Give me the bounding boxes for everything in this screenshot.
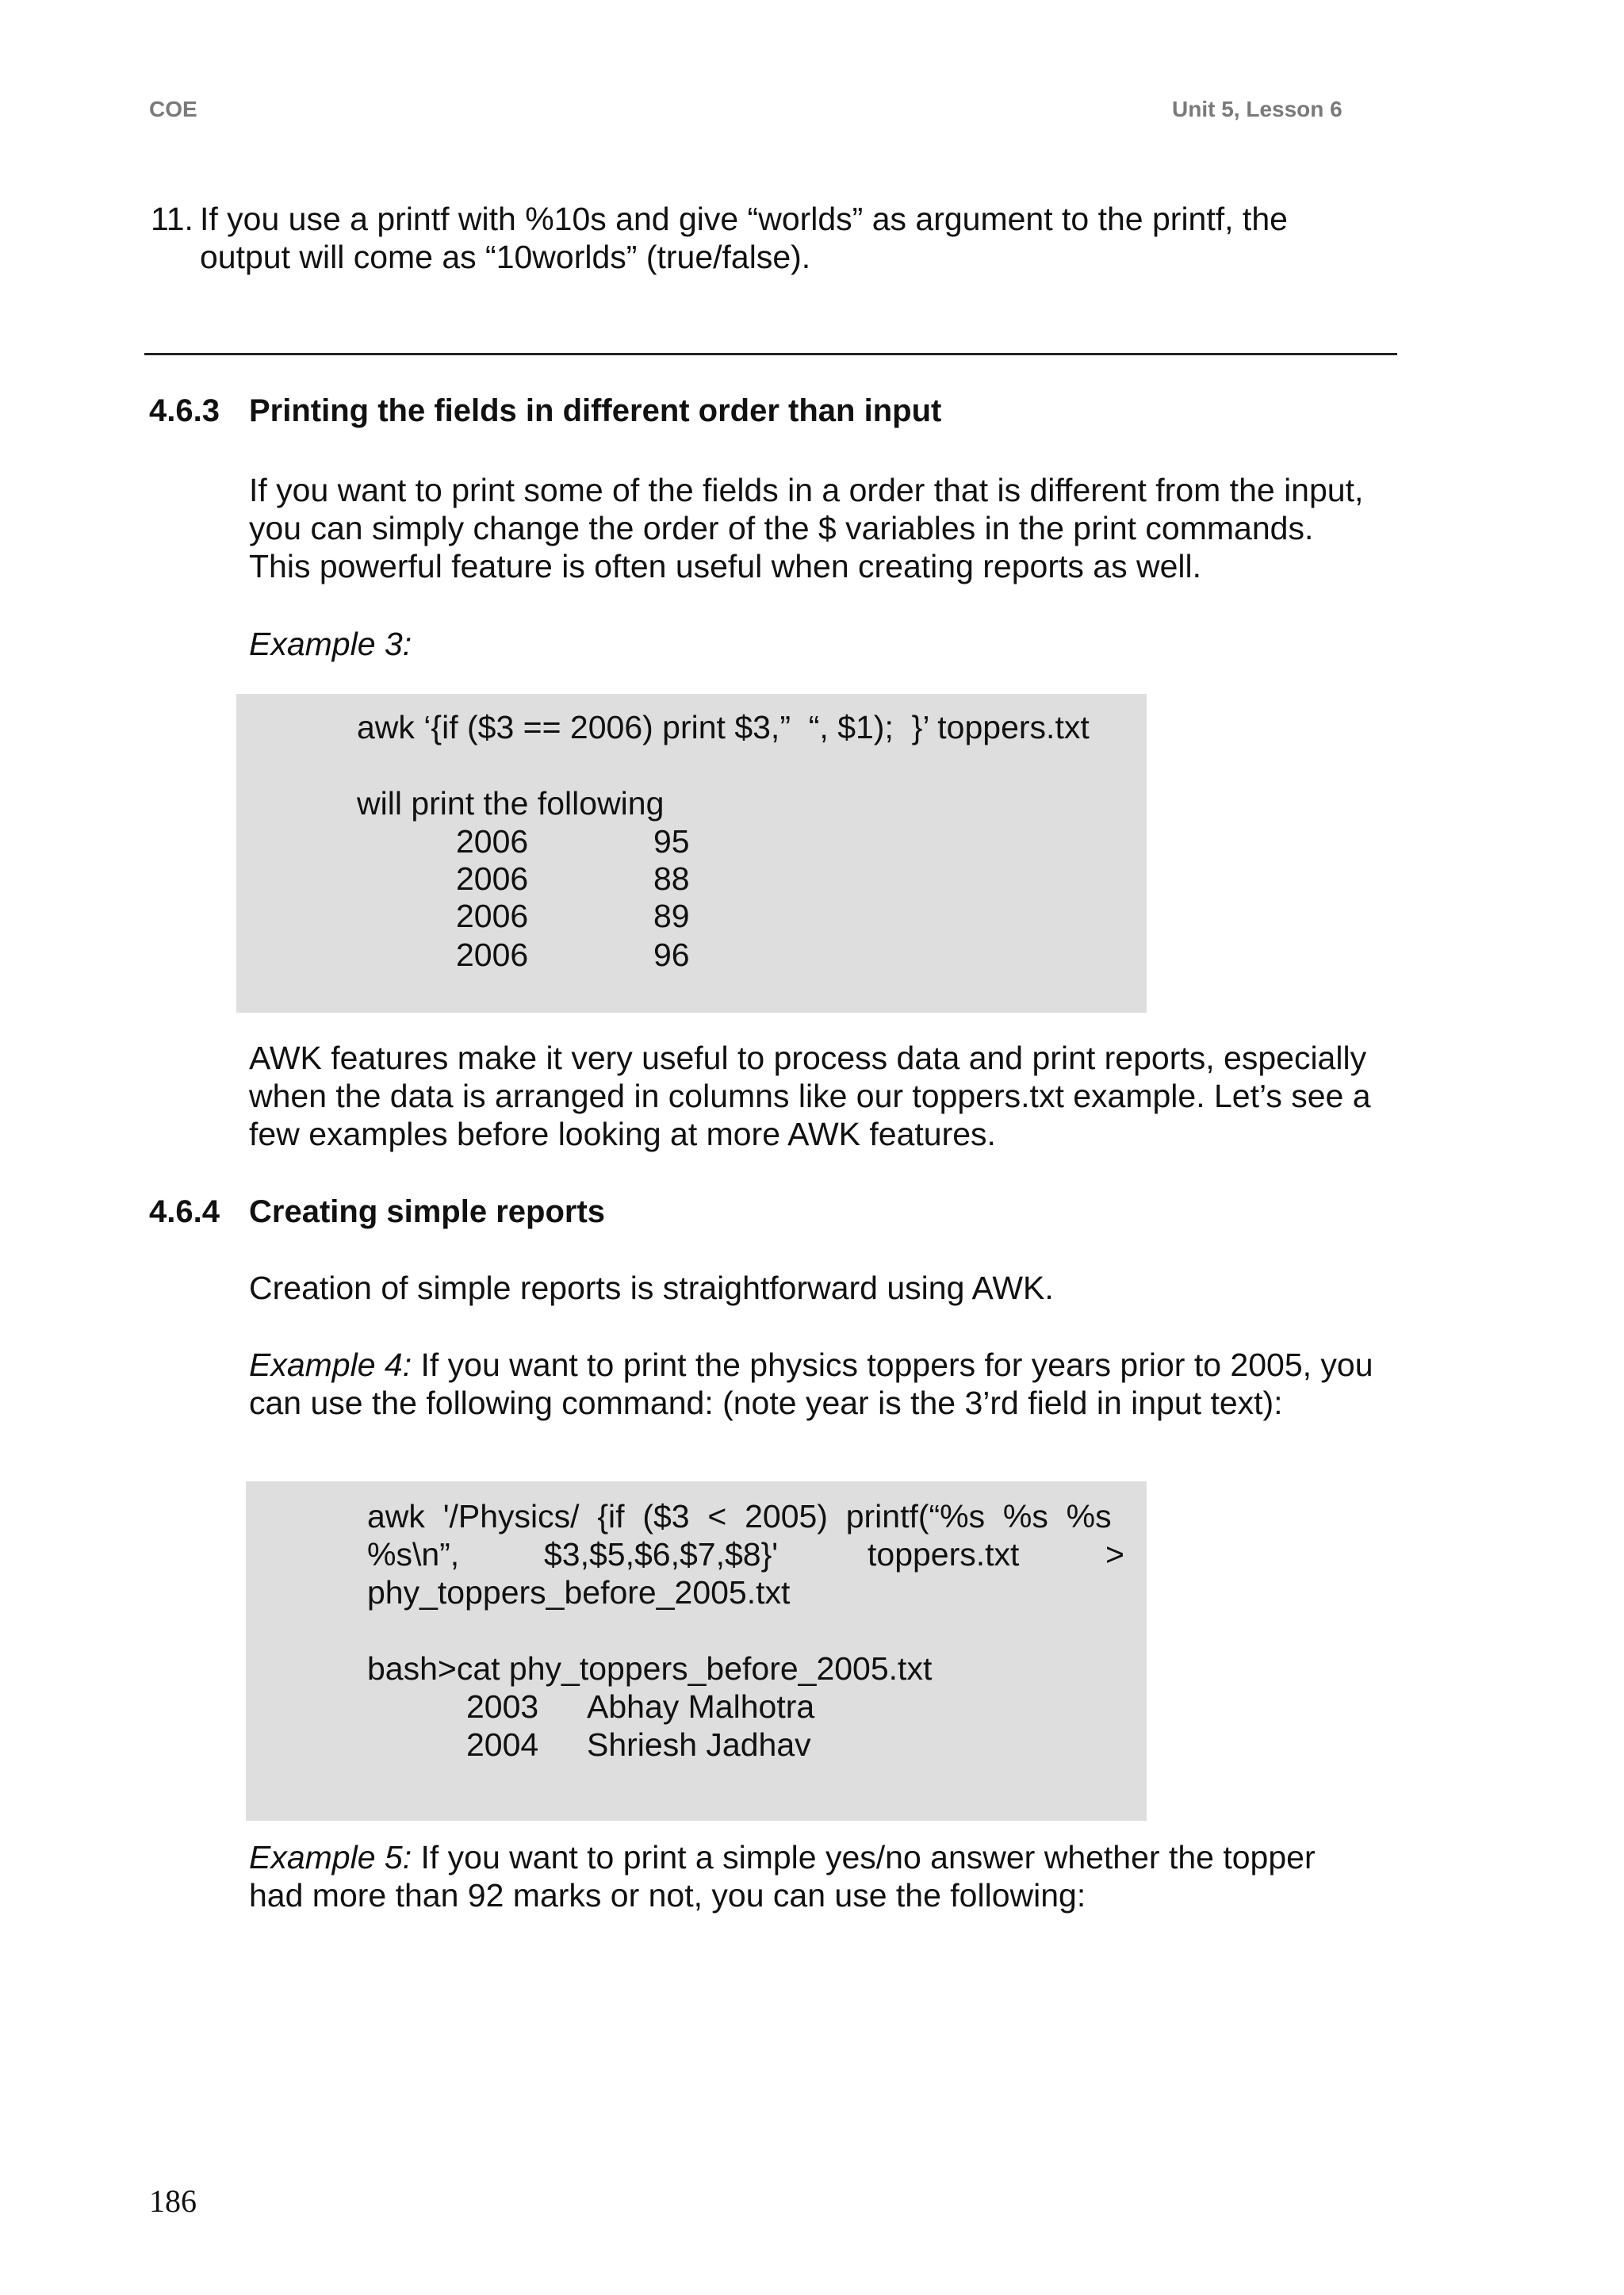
output-year: 2003 [466,1688,539,1725]
code-command: awk ‘{if ($3 == 2006) print $3,” “, $1); }’ toppers.txt [357,709,1090,745]
code-line: bash>cat phy_toppers_before_2005.txt [367,1650,933,1687]
example-label: Example 5: [249,1839,412,1875]
paragraph-line: when the data is arranged in columns like our toppers.txt example. Let’s see a [249,1078,1371,1114]
paragraph [249,1346,1373,1422]
horizontal-rule [144,353,1397,355]
example-text: If you want to print the physics toppers for years prior to 2005, you [412,1347,1373,1383]
question-line: If you use a printf with %10s and give “worlds” as argument to the printf, the [200,201,1288,237]
paragraph [249,1039,1371,1153]
output-name: Shriesh Jadhav [587,1726,811,1763]
paragraph-line: can use the following command: (note year is the 3’rd field in input text): [249,1385,1283,1421]
output-year: 2004 [466,1726,539,1763]
example-text: If you want to print a simple yes/no answer whether the topper [412,1839,1316,1875]
output-marks: 95 [653,823,690,860]
example-label: Example 4: [249,1347,412,1383]
output-name: Abhay Malhotra [587,1688,815,1725]
section-number: 4.6.3 [149,393,220,428]
example-label: Example 3: [249,626,412,662]
code-line: phy_toppers_before_2005.txt [367,1574,791,1611]
code-output-label: will print the following [357,785,665,822]
output-year: 2006 [456,860,529,897]
output-marks: 96 [653,937,690,973]
paragraph-line [249,1346,1373,1384]
paragraph-line [249,1838,1316,1876]
paragraph-line: few examples before looking at more AWK features. [249,1116,996,1152]
output-year: 2006 [456,823,529,860]
output-year: 2006 [456,898,529,934]
section-title: Printing the fields in different order than input [249,393,942,428]
code-line: %s\n”, [367,1536,460,1573]
header-right: Unit 5, Lesson 6 [1172,97,1342,121]
output-year: 2006 [456,937,529,973]
section-title: Creating simple reports [249,1194,606,1229]
paragraph-line: This powerful feature is often useful when creating reports as well. [249,548,1201,584]
output-marks: 88 [653,860,690,897]
code-line: $3,$5,$6,$7,$8}' [544,1536,779,1573]
paragraph [249,471,1363,585]
paragraph [249,1838,1316,1914]
section-number: 4.6.4 [149,1194,220,1229]
output-marks: 89 [653,898,690,934]
code-line: toppers.txt [868,1536,1020,1573]
header-left: COE [149,97,197,121]
paragraph-line: you can simply change the order of the $ variables in the print commands. [249,510,1314,546]
question-line: output will come as “10worlds” (true/false). [200,239,811,275]
code-line: > [1105,1536,1124,1573]
paragraph-line: AWK features make it very useful to process data and print reports, especially [249,1040,1367,1076]
paragraph-line: If you want to print some of the fields in a order that is different from the input, [249,472,1364,508]
page-number: 186 [149,2183,197,2219]
paragraph-line: had more than 92 marks or not, you can use the following: [249,1877,1086,1914]
code-line: awk '/Physics/ {if ($3 < 2005) printf(“%s %s %s [367,1498,1112,1534]
question-number: 11. [151,201,193,237]
paragraph: Creation of simple reports is straightforward using AWK. [249,1270,1054,1306]
